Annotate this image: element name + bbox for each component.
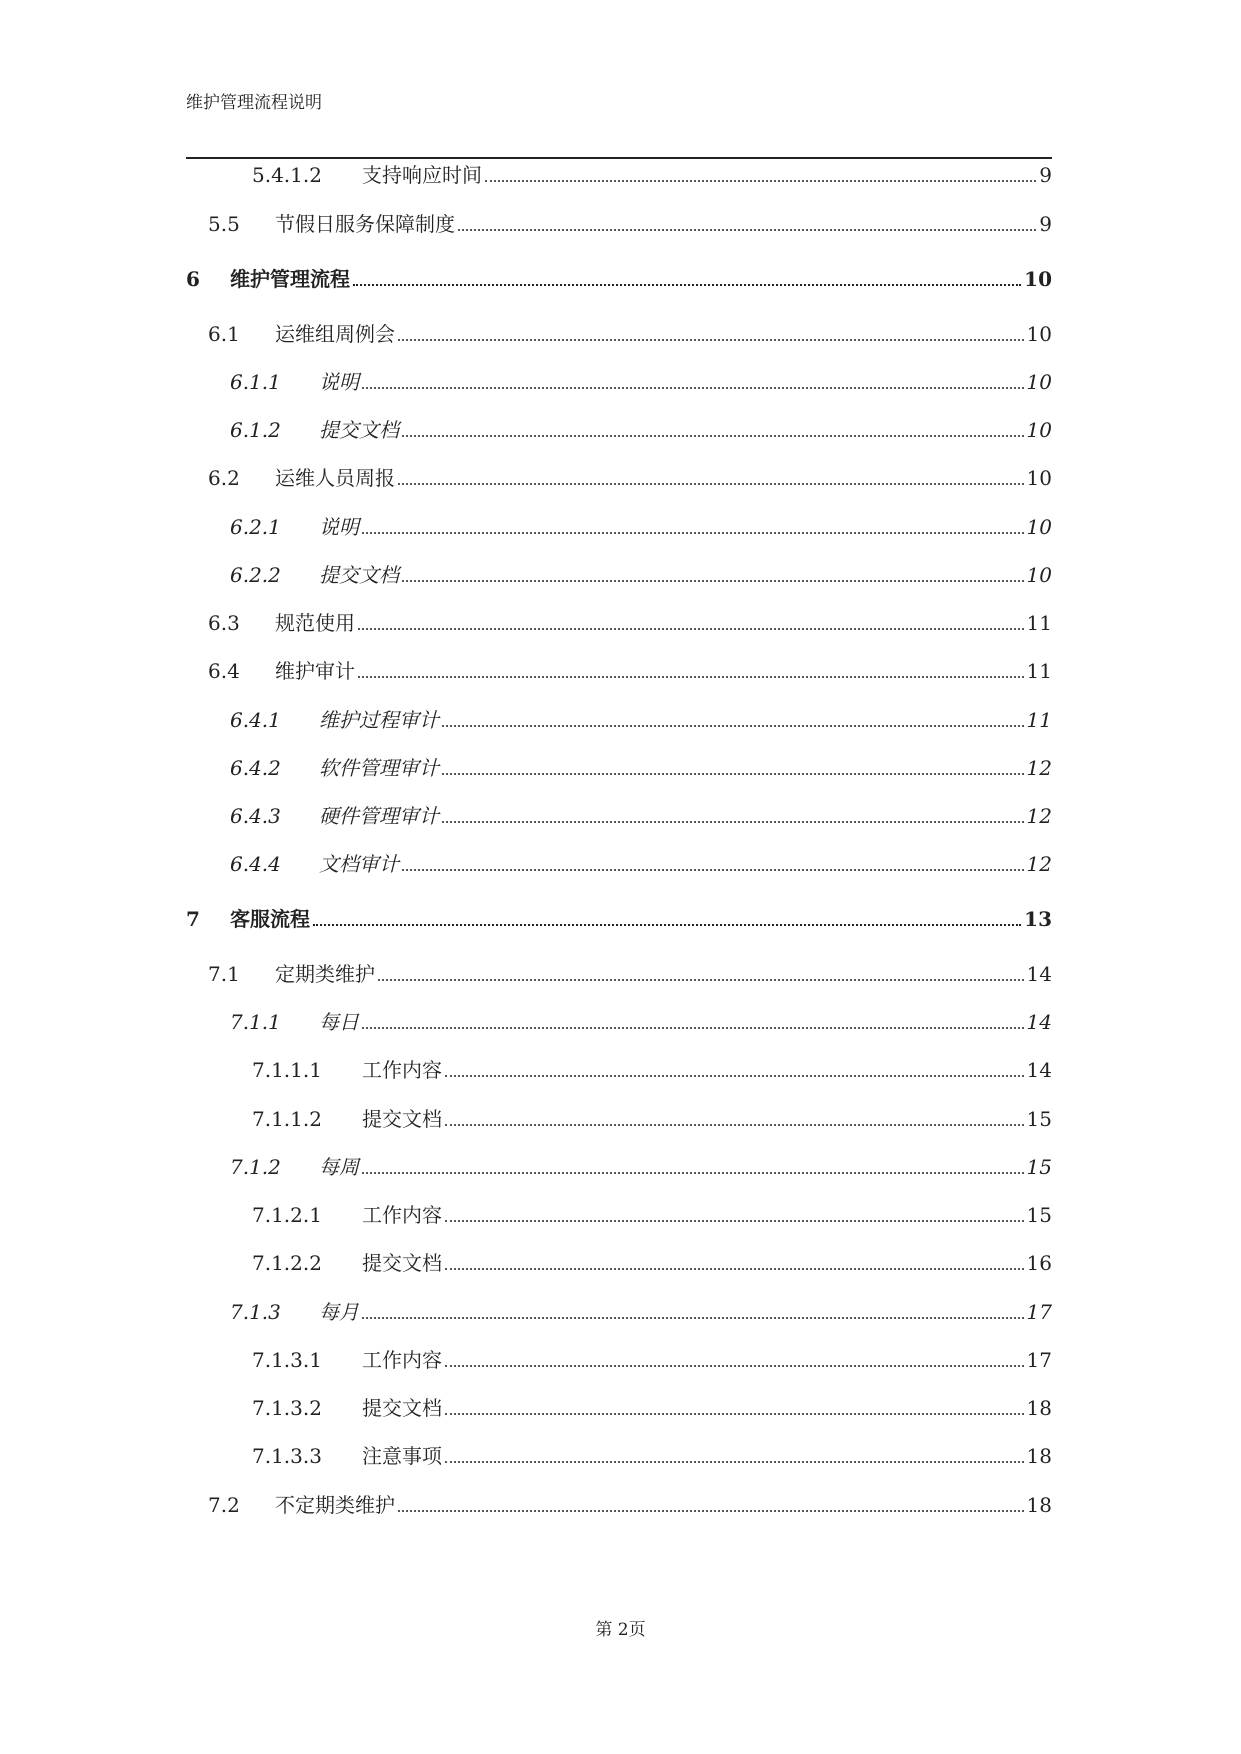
toc-entry-number: 6.4 bbox=[208, 659, 240, 683]
toc-entry[interactable] bbox=[252, 1341, 1052, 1371]
toc-entry[interactable] bbox=[230, 508, 1052, 538]
toc-entry-title: 提交文档 bbox=[319, 418, 399, 442]
toc-entry-number: 7.1.2 bbox=[230, 1155, 281, 1179]
toc-entry-page: 11 bbox=[1026, 611, 1052, 635]
toc-entry-title: 提交文档 bbox=[319, 563, 399, 587]
toc-entry-page: 14 bbox=[1026, 1058, 1052, 1082]
toc-entry[interactable] bbox=[230, 797, 1052, 827]
toc-entry-number: 6.4.3 bbox=[230, 804, 281, 828]
toc-entry-title: 提交文档 bbox=[362, 1251, 442, 1275]
toc-dot-leader bbox=[485, 180, 1036, 182]
toc-entry-number: 7.1.1 bbox=[230, 1010, 281, 1034]
toc-entry-title: 提交文档 bbox=[362, 1396, 442, 1420]
toc-entry-page: 18 bbox=[1026, 1444, 1052, 1468]
toc-entry[interactable] bbox=[252, 1389, 1052, 1419]
toc-entry-page: 11 bbox=[1026, 659, 1052, 683]
toc-entry-number: 7.1.3.2 bbox=[252, 1396, 322, 1420]
toc-entry[interactable] bbox=[252, 1196, 1052, 1226]
toc-entry[interactable] bbox=[230, 411, 1052, 441]
toc-entry-page: 13 bbox=[1024, 907, 1052, 931]
toc-entry-title: 每月 bbox=[319, 1300, 359, 1324]
toc-entry-title: 节假日服务保障制度 bbox=[275, 212, 455, 236]
toc-entry[interactable] bbox=[230, 1293, 1052, 1323]
toc-entry[interactable] bbox=[230, 1003, 1052, 1033]
toc-entry-page: 16 bbox=[1026, 1251, 1052, 1275]
toc-entry[interactable] bbox=[208, 604, 1052, 634]
toc-dot-leader bbox=[445, 1220, 1024, 1222]
toc-dot-leader bbox=[362, 1317, 1024, 1319]
toc-entry-number: 5.4.1.2 bbox=[252, 163, 322, 187]
toc-dot-leader bbox=[362, 1027, 1024, 1029]
toc-entry-page: 17 bbox=[1026, 1300, 1052, 1324]
toc-dot-leader bbox=[445, 1461, 1024, 1463]
toc-entry[interactable] bbox=[230, 845, 1052, 875]
toc-entry-title: 说明 bbox=[319, 515, 359, 539]
toc-entry-number: 6.4.2 bbox=[230, 756, 281, 780]
toc-entry-number: 7.2 bbox=[208, 1493, 240, 1517]
toc-entry-page: 15 bbox=[1026, 1107, 1052, 1131]
toc-entry-title: 工作内容 bbox=[362, 1058, 442, 1082]
toc-entry-number: 6.3 bbox=[208, 611, 240, 635]
toc-entry-title: 注意事项 bbox=[362, 1444, 442, 1468]
toc-dot-leader bbox=[402, 435, 1024, 437]
toc-entry[interactable] bbox=[252, 1051, 1052, 1081]
toc-entry[interactable] bbox=[208, 459, 1052, 489]
toc-dot-leader bbox=[358, 628, 1024, 630]
toc-entry-title: 维护管理流程 bbox=[230, 267, 350, 291]
toc-entry-number: 6.1 bbox=[208, 322, 240, 346]
toc-entry-number: 7.1.3.3 bbox=[252, 1444, 322, 1468]
toc-dot-leader bbox=[445, 1365, 1024, 1367]
toc-entry-title: 运维人员周报 bbox=[275, 466, 395, 490]
toc-dot-leader bbox=[442, 773, 1024, 775]
toc-entry[interactable] bbox=[208, 955, 1052, 985]
toc-entry-title: 每日 bbox=[319, 1010, 359, 1034]
toc-entry[interactable] bbox=[230, 749, 1052, 779]
toc-entry-title: 提交文档 bbox=[362, 1107, 442, 1131]
toc-entry-title: 维护过程审计 bbox=[319, 708, 439, 732]
toc-dot-leader bbox=[313, 924, 1021, 926]
toc-entry-title: 客服流程 bbox=[230, 907, 310, 931]
toc-entry-title: 定期类维护 bbox=[275, 962, 375, 986]
toc-entry-page: 12 bbox=[1026, 756, 1052, 780]
toc-entry[interactable] bbox=[208, 1486, 1052, 1516]
toc-entry[interactable] bbox=[230, 363, 1052, 393]
toc-dot-leader bbox=[398, 1510, 1024, 1512]
toc-entry-title: 不定期类维护 bbox=[275, 1493, 395, 1517]
toc-entry-number: 7.1.3 bbox=[230, 1300, 281, 1324]
toc-entry-number: 6.1.2 bbox=[230, 418, 281, 442]
toc-entry-page: 10 bbox=[1026, 466, 1052, 490]
toc-entry-number: 6.2.2 bbox=[230, 563, 281, 587]
toc-entry[interactable] bbox=[252, 1244, 1052, 1274]
toc-dot-leader bbox=[398, 339, 1024, 341]
toc-dot-leader bbox=[445, 1124, 1024, 1126]
toc-entry-page: 10 bbox=[1026, 563, 1052, 587]
toc-dot-leader bbox=[458, 229, 1036, 231]
toc-entry-title: 文档审计 bbox=[319, 852, 399, 876]
toc-entry-title: 硬件管理审计 bbox=[319, 804, 439, 828]
toc-entry-page: 18 bbox=[1026, 1396, 1052, 1420]
toc-entry-title: 工作内容 bbox=[362, 1348, 442, 1372]
toc-entry-number: 7.1.1.2 bbox=[252, 1107, 322, 1131]
toc-entry[interactable] bbox=[230, 556, 1052, 586]
toc-entry-number: 6.2.1 bbox=[230, 515, 281, 539]
toc-entry-number: 7.1 bbox=[208, 962, 240, 986]
toc-entry-page: 15 bbox=[1026, 1155, 1052, 1179]
toc-entry-title: 说明 bbox=[319, 370, 359, 394]
toc-entry-page: 12 bbox=[1026, 852, 1052, 876]
toc-entry-page: 18 bbox=[1026, 1493, 1052, 1517]
toc-entry-page: 10 bbox=[1024, 267, 1052, 291]
toc-entry-number: 7 bbox=[186, 907, 200, 931]
toc-entry-number: 5.5 bbox=[208, 212, 240, 236]
toc-entry-page: 10 bbox=[1026, 515, 1052, 539]
toc-entry[interactable] bbox=[208, 652, 1052, 682]
toc-entry-number: 7.1.2.1 bbox=[252, 1203, 322, 1227]
page-header-title: 维护管理流程说明 bbox=[186, 93, 322, 113]
toc-entry-number: 6.1.1 bbox=[230, 370, 281, 394]
toc-dot-leader bbox=[378, 979, 1024, 981]
toc-entry-page: 15 bbox=[1026, 1203, 1052, 1227]
toc-dot-leader bbox=[445, 1413, 1024, 1415]
toc-entry-title: 规范使用 bbox=[275, 611, 355, 635]
toc-entry-number: 7.1.1.1 bbox=[252, 1058, 322, 1082]
toc-entry-number: 6 bbox=[186, 267, 200, 291]
toc-entry-page: 10 bbox=[1026, 418, 1052, 442]
toc-entry-number: 6.4.4 bbox=[230, 852, 281, 876]
toc-entry[interactable] bbox=[252, 156, 1052, 186]
toc-entry-title: 工作内容 bbox=[362, 1203, 442, 1227]
toc-entry-number: 6.4.1 bbox=[230, 708, 281, 732]
toc-dot-leader bbox=[362, 532, 1024, 534]
toc-dot-leader bbox=[445, 1268, 1024, 1270]
toc-entry-page: 10 bbox=[1026, 322, 1052, 346]
toc-entry-page: 14 bbox=[1026, 962, 1052, 986]
toc-dot-leader bbox=[442, 821, 1024, 823]
toc-dot-leader bbox=[362, 387, 1024, 389]
page-number-footer: 第 2页 bbox=[595, 1620, 646, 1640]
toc-entry-page: 14 bbox=[1026, 1010, 1052, 1034]
toc-dot-leader bbox=[402, 869, 1024, 871]
toc-entry-title: 运维组周例会 bbox=[275, 322, 395, 346]
toc-entry-page: 9 bbox=[1039, 212, 1052, 236]
toc-entry-title: 维护审计 bbox=[275, 659, 355, 683]
toc-entry[interactable] bbox=[230, 701, 1052, 731]
toc-dot-leader bbox=[402, 580, 1024, 582]
toc-dot-leader bbox=[445, 1075, 1024, 1077]
toc-entry-page: 10 bbox=[1026, 370, 1052, 394]
toc-entry[interactable] bbox=[252, 1100, 1052, 1130]
toc-entry-title: 支持响应时间 bbox=[362, 163, 482, 187]
toc-entry-number: 7.1.2.2 bbox=[252, 1251, 322, 1275]
toc-dot-leader bbox=[398, 483, 1024, 485]
toc-entry[interactable] bbox=[208, 205, 1052, 235]
toc-dot-leader bbox=[353, 284, 1021, 286]
toc-entry-page: 11 bbox=[1026, 708, 1052, 732]
toc-dot-leader bbox=[362, 1172, 1024, 1174]
toc-entry[interactable] bbox=[230, 1148, 1052, 1178]
toc-entry-number: 6.2 bbox=[208, 466, 240, 490]
toc-entry-number: 7.1.3.1 bbox=[252, 1348, 322, 1372]
toc-entry[interactable] bbox=[186, 900, 1052, 930]
toc-entry-page: 9 bbox=[1039, 163, 1052, 187]
toc-dot-leader bbox=[358, 676, 1024, 678]
toc-entry[interactable] bbox=[186, 260, 1052, 290]
toc-entry[interactable] bbox=[208, 315, 1052, 345]
toc-entry-page: 12 bbox=[1026, 804, 1052, 828]
toc-entry[interactable] bbox=[252, 1437, 1052, 1467]
toc-entry-title: 软件管理审计 bbox=[319, 756, 439, 780]
toc-dot-leader bbox=[442, 725, 1024, 727]
toc-entry-title: 每周 bbox=[319, 1155, 359, 1179]
toc-entry-page: 17 bbox=[1026, 1348, 1052, 1372]
